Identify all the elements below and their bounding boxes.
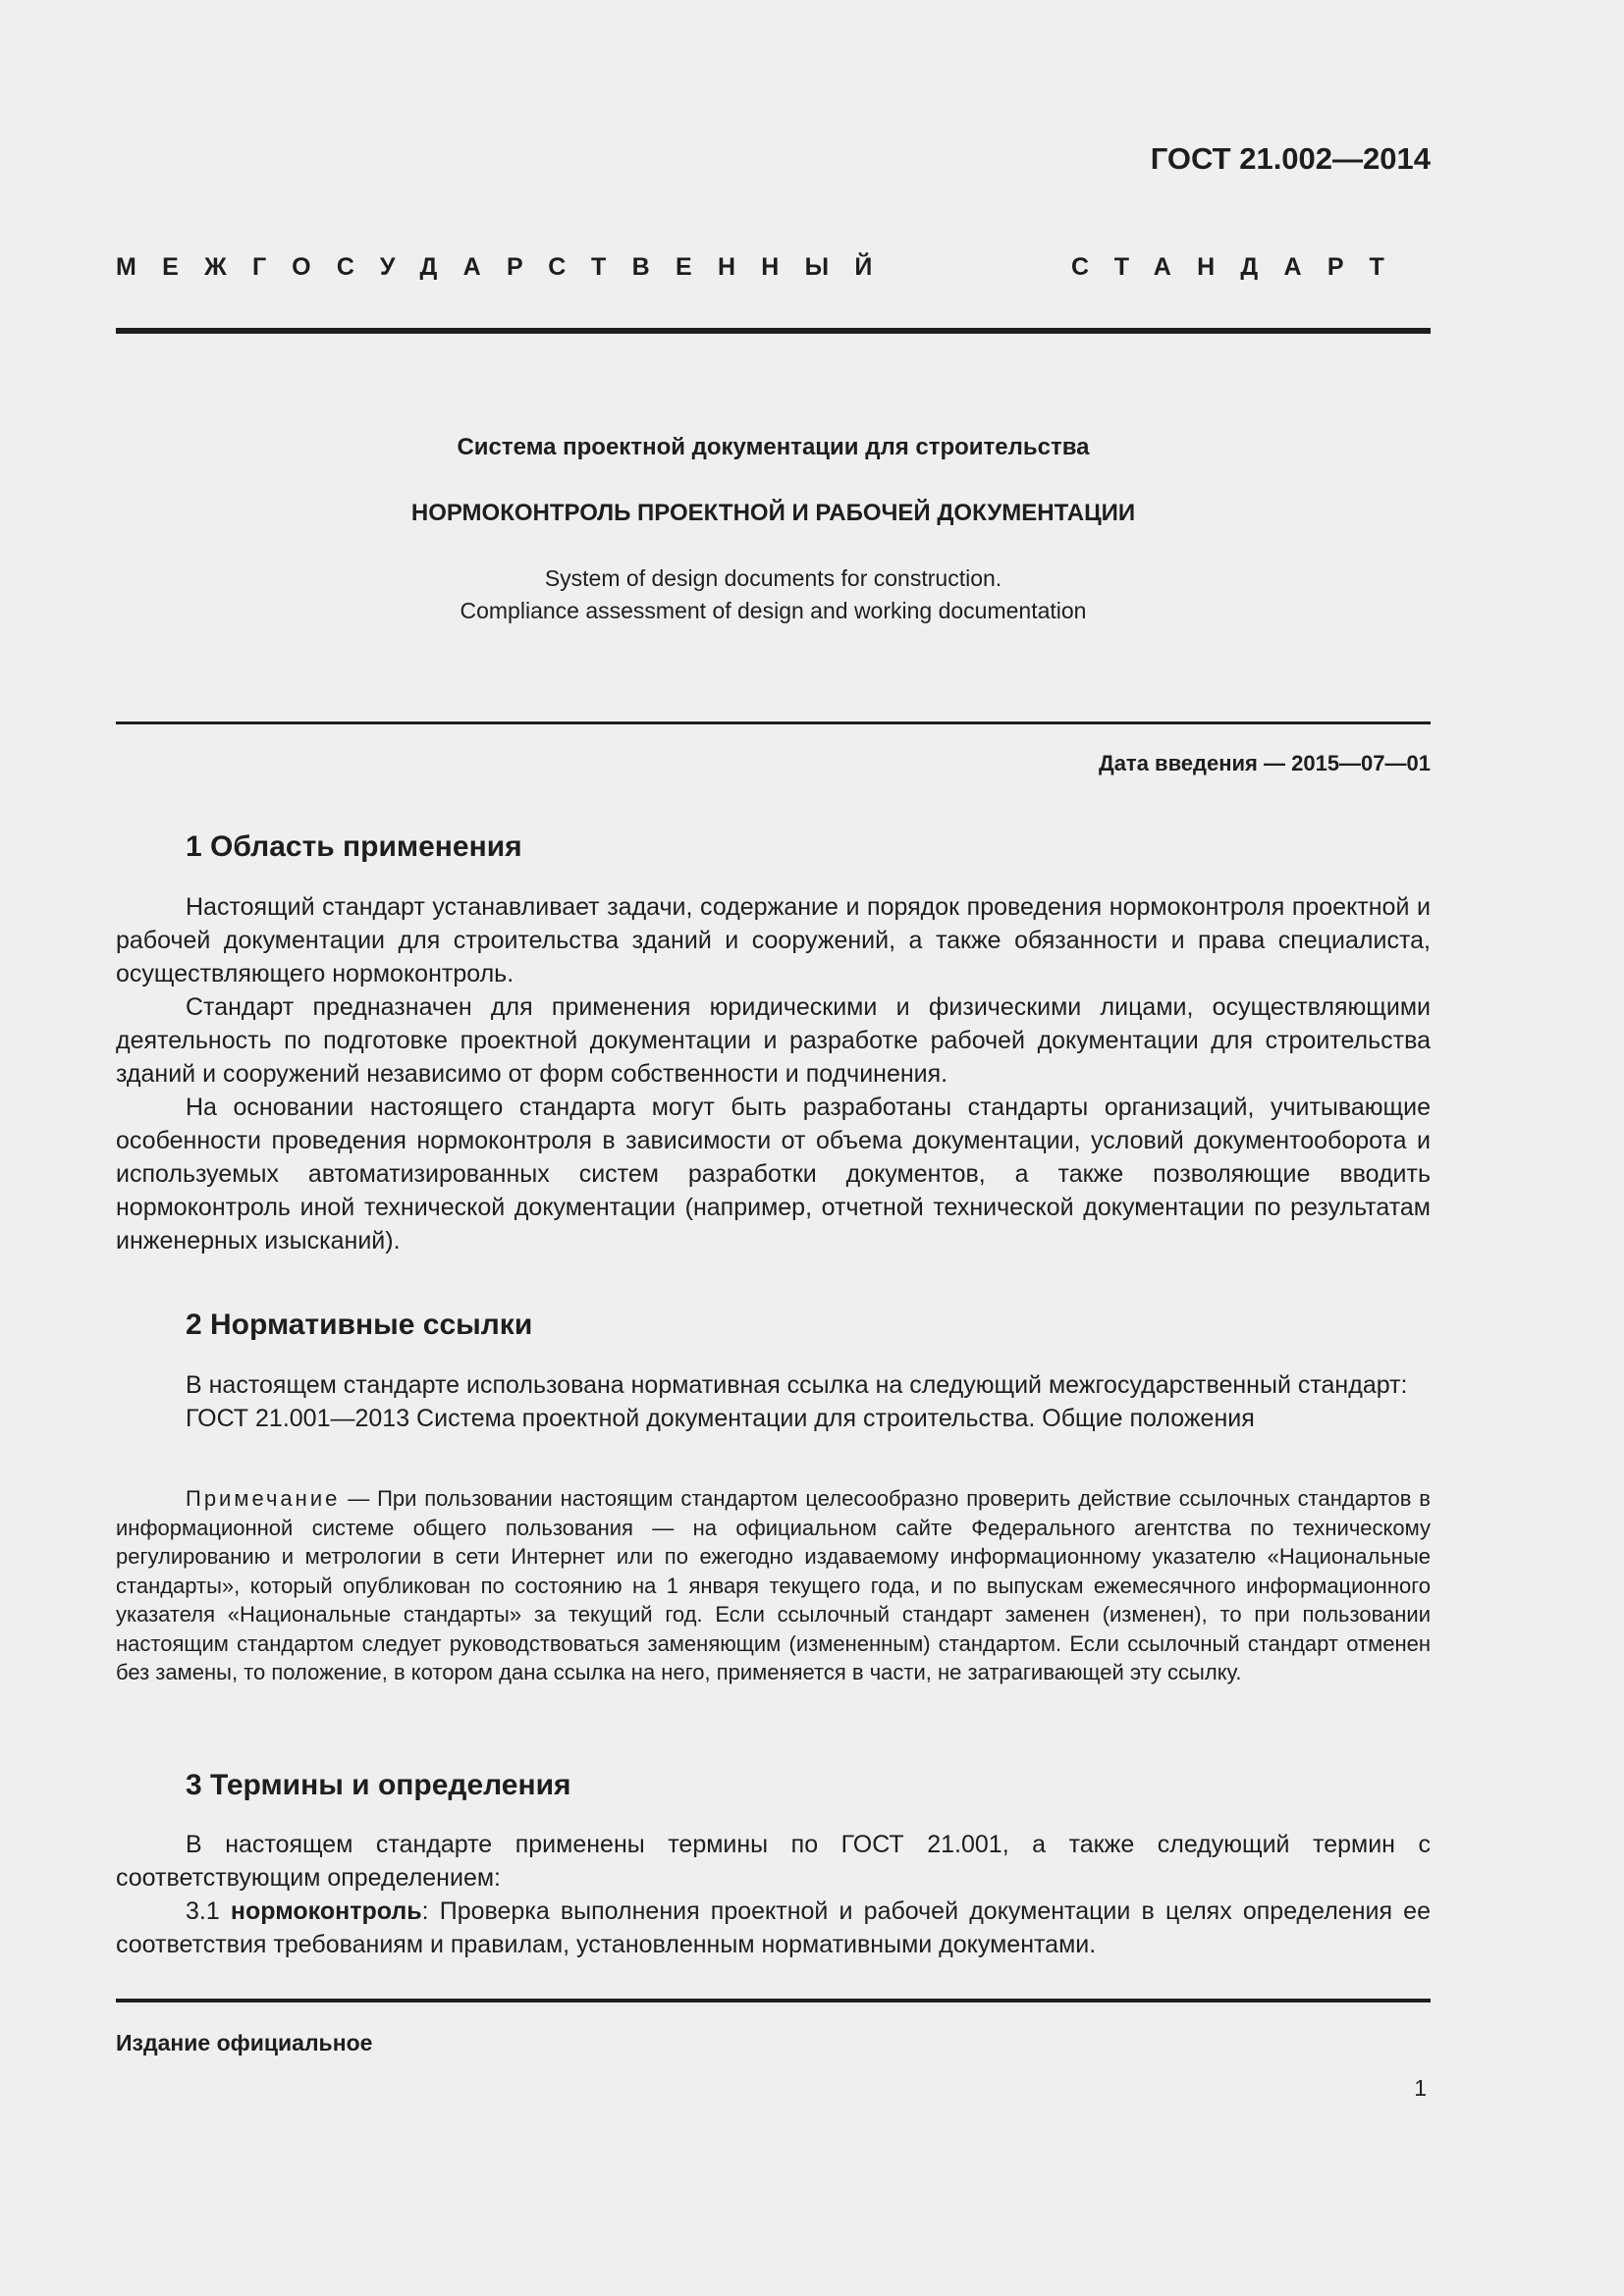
official-edition-label: Издание официальное	[116, 2030, 373, 2056]
document-title: НОРМОКОНТРОЛЬ ПРОЕКТНОЙ И РАБОЧЕЙ ДОКУМЕНТАЦИИ	[410, 500, 1136, 526]
paragraph: В настоящем стандарте применены термины по ГОСТ 21.001, а также следующий термин с соответствующим определением:	[116, 1831, 1431, 1892]
note-paragraph	[116, 1484, 1431, 1687]
standard-type-word-standard: СТАНДАРТ	[1071, 253, 1411, 281]
series-title: Система проектной документации для строительства	[457, 434, 1090, 460]
note-label: Примечание	[186, 1486, 341, 1511]
title-rule	[116, 721, 1431, 724]
section-heading-scope: 1 Область применения	[186, 830, 522, 863]
english-title	[116, 562, 1431, 627]
reference-item: ГОСТ 21.001—2013 Система проектной документации для строительства. Общие положения	[186, 1405, 1255, 1432]
paragraph: На основании настоящего стандарта могут быть разработаны стандарты организаций, учитывающие особенности проведения нормоконтроля в зависимости от объема документации, условий документооборота и используемых автоматизированных систем разработки документов, а также позволяющие вводить нормоконтроль иной технической документации (например, отчетной технической документации по результатам инженерных изысканий).	[116, 1094, 1431, 1255]
page-number: 1	[1414, 2075, 1427, 2101]
header-rule	[116, 328, 1431, 334]
document-page	[116, 0, 1431, 2296]
introduction-date: Дата введения — 2015—07—01	[1099, 751, 1431, 775]
note-block	[116, 1484, 1431, 1687]
section-body-references	[116, 1368, 1431, 1435]
english-title-line: Compliance assessment of design and working documentation	[460, 598, 1087, 623]
term-definition	[116, 1895, 1431, 1961]
section-body-terms	[116, 1828, 1431, 1961]
term-number: 3.1	[186, 1897, 231, 1925]
paragraph: Настоящий стандарт устанавливает задачи, содержание и порядок проведения нормоконтроля проектной и рабочей документации для строительства зданий и сооружений, а также обязанности и права специалиста, осуществляющего нормоконтроль.	[116, 893, 1431, 988]
english-title-line: System of design documents for construction.	[544, 565, 1002, 591]
section-body-scope	[116, 890, 1431, 1257]
standard-type-word-interstate: МЕЖГОСУДАРСТВЕННЫЙ	[116, 253, 898, 281]
section-heading-terms: 3 Термины и определения	[186, 1769, 571, 1801]
term-name: нормоконтроль	[230, 1897, 422, 1925]
document-number: ГОСТ 21.002—2014	[1150, 141, 1431, 176]
paragraph: В настоящем стандарте использована нормативная ссылка на следующий межгосударственный стандарт:	[186, 1371, 1408, 1399]
paragraph: Стандарт предназначен для применения юридическими и физическими лицами, осуществляющими деятельность по подготовке проектной документации и разработке рабочей документации для строительства зданий и сооружений независимо от форм собственности и подчинения.	[116, 993, 1431, 1088]
section-heading-references: 2 Нормативные ссылки	[186, 1308, 533, 1341]
term-definition-text: : Проверка выполнения проектной и рабочей документации в целях определения ее соответствия требованиям и правилам, установленным нормативными документами.	[116, 1897, 1431, 1958]
note-text: — При пользовании настоящим стандартом целесообразно проверить действие ссылочных стандартов в информационной системе общего пользования — на официальном сайте Федерального агентства по техническому регулированию и метрологии в сети Интернет или по ежегодно издаваемому информационному указателю «Национальные стандарты», который опубликован по состоянию на 1 января текущего года, и по выпускам ежемесячного информационного указателя «Национальные стандарты» за текущий год. Если ссылочный стандарт заменен (изменен), то при пользовании настоящим стандартом следует руководствоваться заменяющим (измененным) стандартом. Если ссылочный стандарт отменен без замены, то положение, в котором дана ссылка на него, применяется в части, не затрагивающей эту ссылку.	[116, 1486, 1431, 1684]
footer-rule	[116, 1999, 1431, 2002]
